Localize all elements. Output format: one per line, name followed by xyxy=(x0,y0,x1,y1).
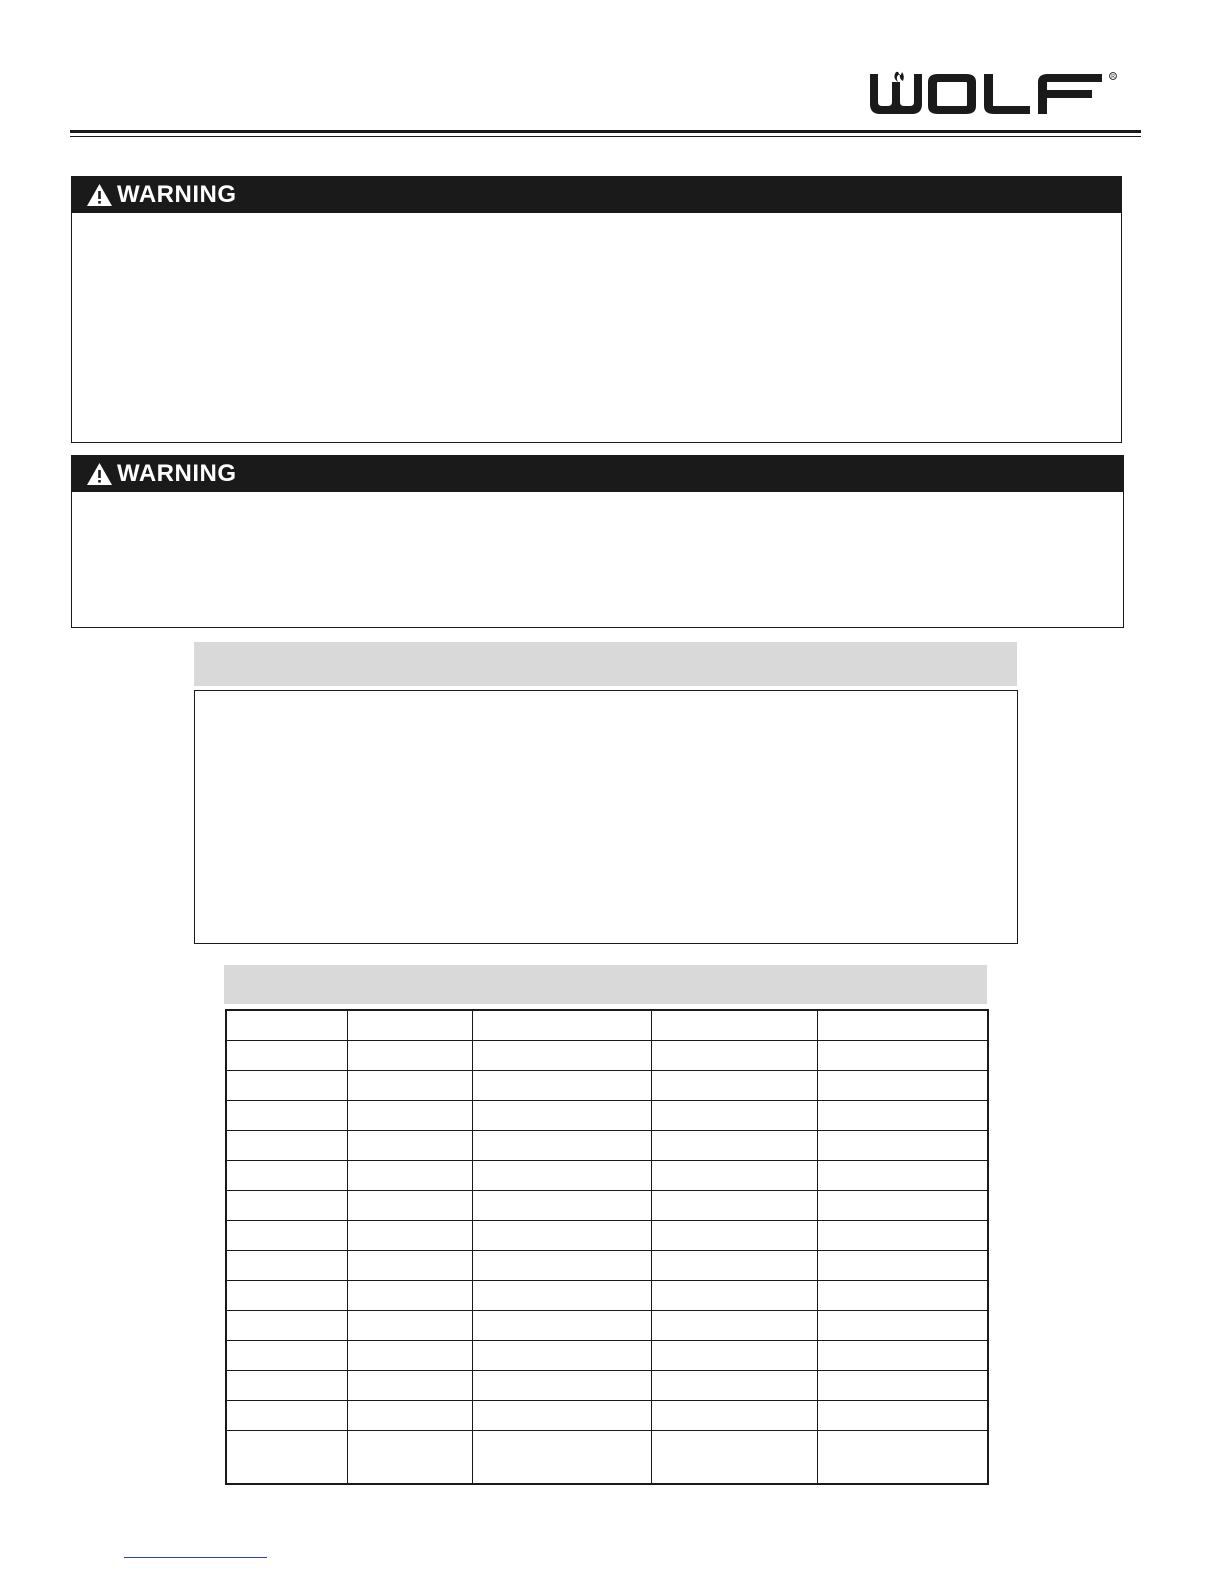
table-cell xyxy=(472,1040,651,1070)
table-cell xyxy=(472,1130,651,1160)
table-cell xyxy=(651,1130,817,1160)
table-row xyxy=(226,1400,988,1430)
table-cell xyxy=(817,1010,988,1040)
wolf-logo xyxy=(866,68,1122,118)
table-cell xyxy=(817,1100,988,1130)
table-cell xyxy=(472,1190,651,1220)
table-cell xyxy=(651,1010,817,1040)
table-cell xyxy=(817,1220,988,1250)
table-cell xyxy=(226,1340,347,1370)
table-cell xyxy=(347,1130,472,1160)
table-cell xyxy=(817,1370,988,1400)
table-cell xyxy=(651,1100,817,1130)
note-header-bar xyxy=(194,642,1017,686)
table-cell xyxy=(651,1430,817,1484)
table-row xyxy=(226,1160,988,1190)
table-cell xyxy=(651,1310,817,1340)
warning-label: WARNING xyxy=(117,460,237,487)
warning-box-2 xyxy=(71,455,1124,628)
table-cell xyxy=(817,1310,988,1340)
table-cell xyxy=(472,1400,651,1430)
table-header-bar xyxy=(224,965,987,1004)
table-cell xyxy=(347,1220,472,1250)
table-cell xyxy=(651,1370,817,1400)
warning-box-1 xyxy=(71,176,1122,443)
table-cell xyxy=(347,1070,472,1100)
table-cell xyxy=(817,1250,988,1280)
table-cell xyxy=(472,1250,651,1280)
table-row xyxy=(226,1250,988,1280)
table-cell xyxy=(347,1280,472,1310)
table-cell xyxy=(817,1070,988,1100)
warning-label: WARNING xyxy=(117,181,237,208)
table-cell xyxy=(472,1430,651,1484)
warning-triangle-icon xyxy=(86,462,113,486)
table-cell xyxy=(651,1400,817,1430)
table-cell xyxy=(817,1280,988,1310)
table-cell xyxy=(347,1370,472,1400)
table-row xyxy=(226,1430,988,1484)
table-cell xyxy=(651,1280,817,1310)
table-cell xyxy=(347,1430,472,1484)
table-cell xyxy=(347,1250,472,1280)
table-cell xyxy=(226,1370,347,1400)
table-cell xyxy=(226,1040,347,1070)
table-cell xyxy=(226,1070,347,1100)
table-row xyxy=(226,1220,988,1250)
table-cell xyxy=(472,1100,651,1130)
table-row xyxy=(226,1130,988,1160)
table-cell xyxy=(472,1220,651,1250)
table-cell xyxy=(347,1400,472,1430)
table-row xyxy=(226,1370,988,1400)
table-cell xyxy=(472,1160,651,1190)
table-cell xyxy=(817,1130,988,1160)
table-cell xyxy=(226,1310,347,1340)
table-cell xyxy=(472,1370,651,1400)
table-cell xyxy=(651,1340,817,1370)
table-row xyxy=(226,1070,988,1100)
table-cell xyxy=(817,1430,988,1484)
table-cell xyxy=(347,1040,472,1070)
warning-header xyxy=(72,456,1123,492)
table-row xyxy=(226,1280,988,1310)
table-cell xyxy=(472,1340,651,1370)
table-cell xyxy=(347,1190,472,1220)
table-cell xyxy=(226,1400,347,1430)
header-rule-thin xyxy=(70,136,1141,137)
table-cell xyxy=(472,1070,651,1100)
table-cell xyxy=(226,1190,347,1220)
table-cell xyxy=(226,1100,347,1130)
table-row xyxy=(226,1310,988,1340)
table-cell xyxy=(472,1010,651,1040)
table-cell xyxy=(226,1430,347,1484)
table-cell xyxy=(226,1160,347,1190)
table-cell xyxy=(651,1040,817,1070)
header-rule-thick xyxy=(70,130,1141,133)
table-cell xyxy=(651,1160,817,1190)
table-cell xyxy=(817,1160,988,1190)
table-cell xyxy=(817,1040,988,1070)
table-cell xyxy=(347,1310,472,1340)
table-cell xyxy=(817,1400,988,1430)
warning-header xyxy=(72,177,1121,213)
table-cell xyxy=(651,1250,817,1280)
table-cell xyxy=(226,1250,347,1280)
table-cell xyxy=(226,1010,347,1040)
note-box xyxy=(194,690,1018,944)
warning-triangle-icon xyxy=(86,183,113,207)
table-cell xyxy=(472,1310,651,1340)
table-cell xyxy=(347,1340,472,1370)
table-cell xyxy=(347,1100,472,1130)
table-cell xyxy=(817,1340,988,1370)
table-cell xyxy=(347,1160,472,1190)
table-row xyxy=(226,1190,988,1220)
svg-text:R: R xyxy=(1111,74,1115,80)
table-cell xyxy=(226,1280,347,1310)
table-row xyxy=(226,1010,988,1040)
table-cell xyxy=(651,1070,817,1100)
table-cell xyxy=(347,1010,472,1040)
footer-link-underline[interactable] xyxy=(124,1557,267,1558)
table-cell xyxy=(817,1190,988,1220)
table-row xyxy=(226,1040,988,1070)
table-cell xyxy=(651,1220,817,1250)
table-row xyxy=(226,1340,988,1370)
table-cell xyxy=(472,1280,651,1310)
table-row xyxy=(226,1100,988,1130)
table-cell xyxy=(651,1190,817,1220)
table-cell xyxy=(226,1220,347,1250)
data-table xyxy=(225,1009,989,1485)
table-cell xyxy=(226,1130,347,1160)
